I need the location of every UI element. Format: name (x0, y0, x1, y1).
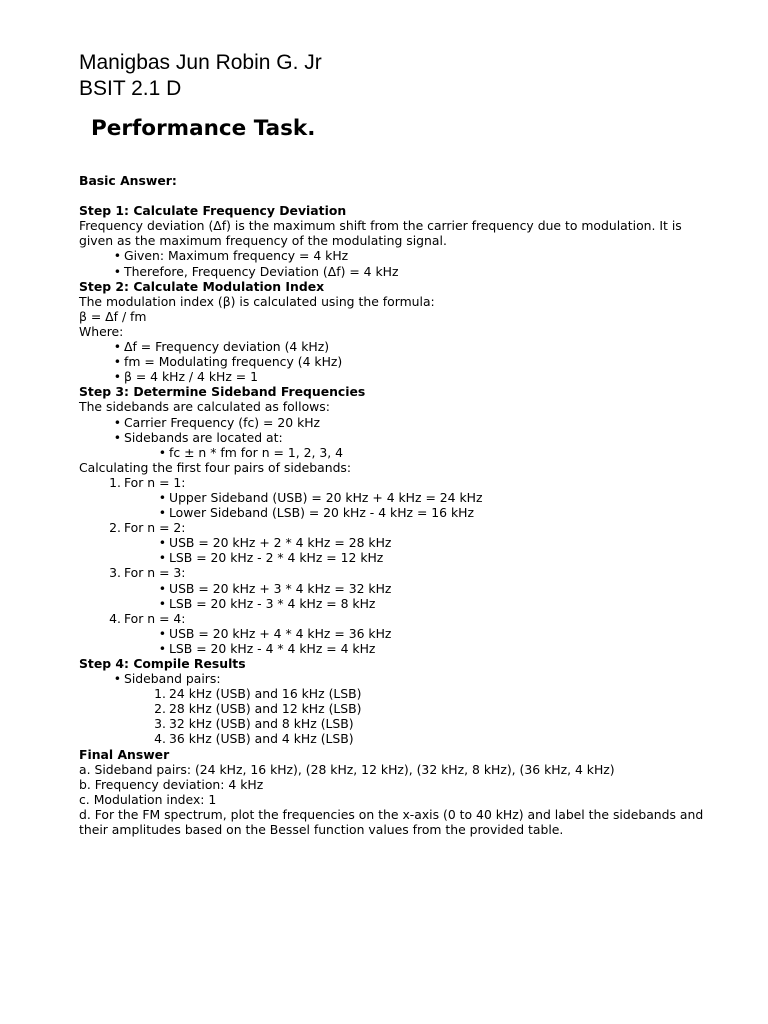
basic-answer-heading: Basic Answer: (79, 173, 177, 188)
number-marker: 1. (109, 474, 121, 490)
numbered-sub-item (79, 716, 729, 731)
bullet-marker: • (113, 263, 121, 279)
list-item-text: Sideband pairs: (124, 671, 221, 687)
sub-list-item (79, 445, 729, 460)
list-item-text: 36 kHz (USB) and 4 kHz (LSB) (169, 731, 354, 747)
final-answer-d-line: their amplitudes based on the Bessel function values from the provided table. (79, 822, 564, 838)
bullet-marker: • (113, 248, 121, 264)
list-item-text: LSB = 20 kHz - 4 * 4 kHz = 4 kHz (169, 640, 376, 656)
bullet-marker: • (158, 580, 166, 596)
document-body (79, 173, 729, 837)
step1-paragraph-line: given as the maximum frequency of the modulating signal. (79, 233, 447, 249)
list-item-text: Upper Sideband (USB) = 20 kHz + 4 kHz = 24 kHz (169, 489, 483, 505)
number-marker: 4. (154, 731, 166, 747)
list-item-text: For n = 1: (124, 474, 186, 490)
list-item-text: LSB = 20 kHz - 3 * 4 kHz = 8 kHz (169, 595, 376, 611)
numbered-sub-item (79, 731, 729, 746)
step1-heading: Step 1: Calculate Frequency Deviation (79, 203, 347, 219)
final-answer-d-line: d. For the FM spectrum, plot the frequencies on the x-axis (0 to 40 kHz) and label the sidebands and (79, 806, 704, 822)
list-item-text: For n = 3: (124, 565, 186, 581)
step4-heading: Step 4: Compile Results (79, 656, 246, 671)
step3-heading: Step 3: Determine Sideband Frequencies (79, 384, 366, 400)
numbered-item (79, 520, 729, 535)
step2-heading: Step 2: Calculate Modulation Index (79, 278, 325, 294)
list-item-text: USB = 20 kHz + 4 * 4 kHz = 36 kHz (169, 625, 392, 641)
bullet-marker: • (113, 671, 121, 687)
step1-paragraph-line: Frequency deviation (Δf) is the maximum shift from the carrier frequency due to modulation. It is (79, 218, 682, 234)
bullet-marker: • (113, 339, 121, 355)
number-marker: 3. (109, 565, 121, 581)
list-item (79, 415, 729, 430)
spacer (79, 188, 729, 203)
number-marker: 2. (154, 701, 166, 717)
bullet-marker: • (158, 535, 166, 551)
step3-calc-intro: Calculating the first four pairs of sidebands: (79, 459, 352, 475)
bullet-marker: • (158, 595, 166, 611)
bullet-marker: • (158, 550, 166, 566)
sub-list-item (79, 626, 729, 641)
list-item-text: fc ± n * fm for n = 1, 2, 3, 4 (169, 444, 343, 460)
sub-list-item (79, 550, 729, 565)
final-answer-b: b. Frequency deviation: 4 kHz (79, 776, 264, 792)
final-answer-c: c. Modulation index: 1 (79, 791, 217, 807)
sub-list-item (79, 581, 729, 596)
sub-list-item (79, 490, 729, 505)
bullet-marker: • (158, 489, 166, 505)
list-item (79, 339, 729, 354)
list-item-text: For n = 4: (124, 610, 186, 626)
number-marker: 3. (154, 716, 166, 732)
bullet-marker: • (113, 414, 121, 430)
list-item (79, 369, 729, 384)
numbered-item (79, 565, 729, 580)
list-item (79, 354, 729, 369)
list-item (79, 430, 729, 445)
bullet-marker: • (158, 640, 166, 656)
final-answer-heading: Final Answer (79, 746, 170, 762)
numbered-sub-item (79, 701, 729, 716)
number-marker: 1. (154, 686, 166, 702)
list-item-text: 32 kHz (USB) and 8 kHz (LSB) (169, 716, 354, 732)
step2-formula: β = Δf / fm (79, 308, 147, 324)
numbered-item (79, 475, 729, 490)
numbered-item (79, 611, 729, 626)
bullet-marker: • (158, 505, 166, 521)
list-item (79, 671, 729, 686)
list-item (79, 248, 729, 263)
number-marker: 2. (109, 520, 121, 536)
list-item-text: For n = 2: (124, 520, 186, 536)
list-item-text: Given: Maximum frequency = 4 kHz (124, 248, 349, 264)
list-item-text: Carrier Frequency (fc) = 20 kHz (124, 414, 321, 430)
numbered-sub-item (79, 686, 729, 701)
list-item-text: USB = 20 kHz + 2 * 4 kHz = 28 kHz (169, 535, 392, 551)
sub-list-item (79, 596, 729, 611)
list-item-text: 28 kHz (USB) and 12 kHz (LSB) (169, 701, 362, 717)
bullet-marker: • (158, 444, 166, 460)
sub-list-item (79, 641, 729, 656)
bullet-marker: • (113, 429, 121, 445)
list-item-text: Therefore, Frequency Deviation (Δf) = 4 kHz (124, 263, 399, 279)
student-name: Manigbas Jun Robin G. Jr (79, 51, 322, 74)
list-item-text: USB = 20 kHz + 3 * 4 kHz = 32 kHz (169, 580, 392, 596)
bullet-marker: • (113, 354, 121, 370)
bullet-marker: • (113, 369, 121, 385)
bullet-marker: • (158, 625, 166, 641)
step2-where: Where: (79, 323, 124, 339)
list-item-text: Lower Sideband (LSB) = 20 kHz - 4 kHz = 16 kHz (169, 505, 474, 521)
final-answer-a: a. Sideband pairs: (24 kHz, 16 kHz), (28 kHz, 12 kHz), (32 kHz, 8 kHz), (36 kHz, 4 kHz) (79, 761, 615, 777)
page-title: Performance Task. (91, 116, 316, 141)
step2-intro: The modulation index (β) is calculated using the formula: (79, 293, 435, 309)
author-block (79, 50, 322, 102)
list-item-text: β = 4 kHz / 4 kHz = 1 (124, 369, 258, 385)
list-item-text: Δf = Frequency deviation (4 kHz) (124, 339, 330, 355)
list-item-text: fm = Modulating frequency (4 kHz) (124, 354, 343, 370)
step3-intro: The sidebands are calculated as follows: (79, 399, 330, 415)
list-item-text: 24 kHz (USB) and 16 kHz (LSB) (169, 686, 362, 702)
student-section: BSIT 2.1 D (79, 77, 182, 100)
sub-list-item (79, 535, 729, 550)
sub-list-item (79, 505, 729, 520)
list-item-text: Sidebands are located at: (124, 429, 283, 445)
list-item-text: LSB = 20 kHz - 2 * 4 kHz = 12 kHz (169, 550, 384, 566)
list-item (79, 264, 729, 279)
number-marker: 4. (109, 610, 121, 626)
